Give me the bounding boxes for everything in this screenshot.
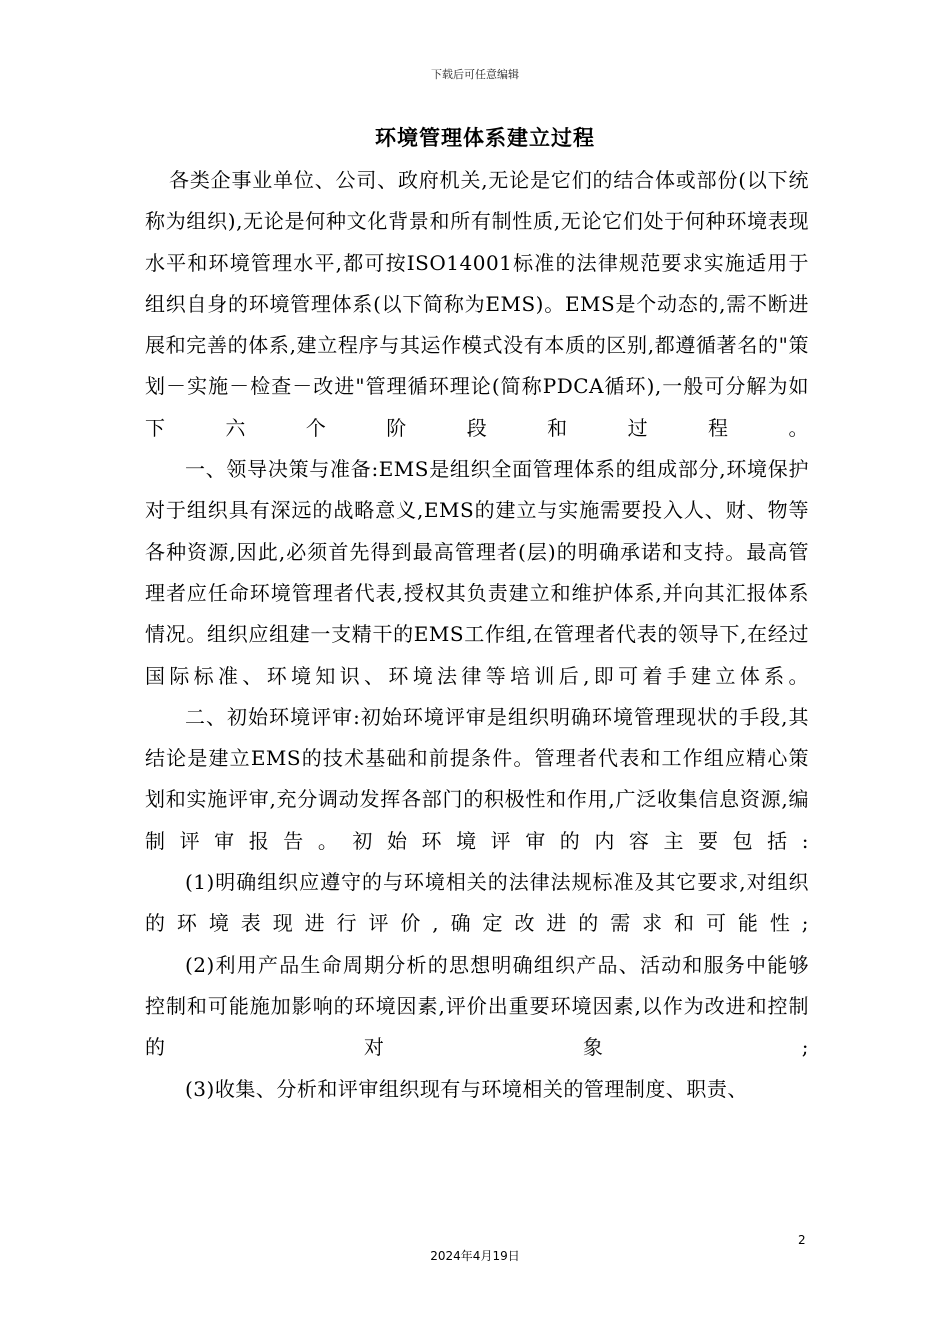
paragraph-initial-review: 二、初始环境评审:初始环境评审是组织明确环境管理现状的手段,其结论是建立EMS的技术基础和前提条件。管理者代表和工作组应精心策划和实施评审,充分调动发挥各部门的积极性和作用,广泛收集信息资源,编制评审报告。初始环境评审的内容主要包括: bbox=[145, 704, 809, 853]
paragraph-item-3: (3)收集、分析和评审组织现有与环境相关的管理制度、职责、 bbox=[185, 1076, 748, 1101]
footer-date: 2024年4月19日 bbox=[430, 1249, 520, 1263]
document-title: 环境管理体系建立过程 bbox=[375, 125, 595, 150]
page-number: 2 bbox=[798, 1233, 806, 1247]
paragraph-item-1: (1)明确组织应遵守的与环境相关的法律法规标准及其它要求,对组织的环境表现进行评价,确定改进的需求和可能性; bbox=[145, 870, 809, 936]
page-header-note: 下载后可任意编辑 bbox=[431, 68, 519, 81]
paragraph-leadership: 一、领导决策与准备:EMS是组织全面管理体系的组成部分,环境保护对于组织具有深远的战略意义,EMS的建立与实施需要投入人、财、物等各种资源,因此,必须首先得到最高管理者(层)的明确承诺和支持。最高管理者应任命环境管理者代表,授权其负责建立和维护体系,并向其汇报体系情况。组织应组建一支精干的EMS工作组,在管理者代表的领导下,在经过国际标准、环境知识、环境法律等培训后,即可着手建立体系。 bbox=[145, 457, 809, 688]
paragraph-intro: 各类企事业单位、公司、政府机关,无论是它们的结合体或部份(以下统称为组织),无论是何种文化背景和所有制性质,无论它们处于何种环境表现水平和环境管理水平,都可按ISO14001标准的法律规范要求实施适用于组织自身的环境管理体系(以下简称为EMS)。EMS是个动态的,需不断进展和完善的体系,建立程序与其运作模式没有本质的区别,都遵循著名的"策划－实施－检查－改进"管理循环理论(简称PDCA循环),一般可分解为如下六个阶段和过程。 bbox=[145, 168, 809, 440]
paragraph-item-2: (2)利用产品生命周期分析的思想明确组织产品、活动和服务中能够控制和可能施加影响的环境因素,评价出重要环境因素,以作为改进和控制的对象; bbox=[145, 952, 809, 1060]
document-body bbox=[145, 160, 809, 1110]
